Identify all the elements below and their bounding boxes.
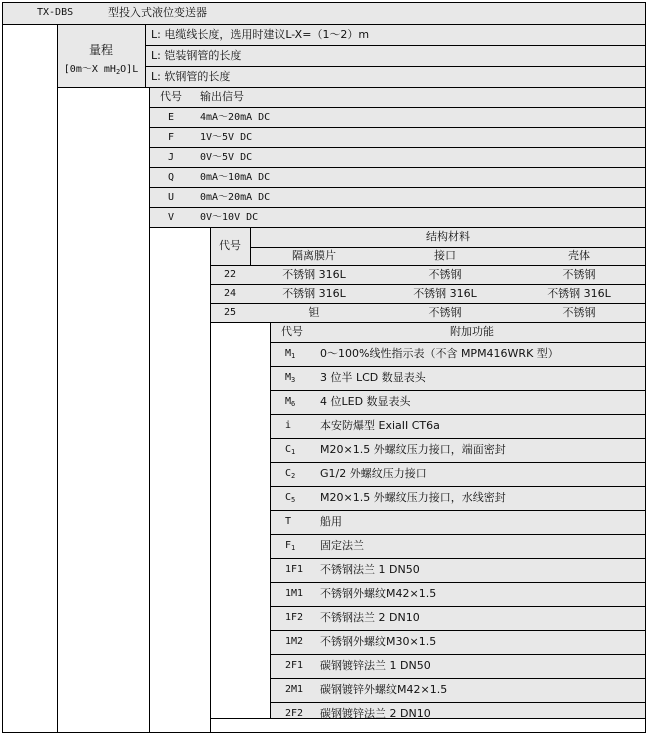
option-description: 碳钢镀锌法兰 2 DN10 [320,707,431,720]
range-label: 量程 [88,43,113,57]
material-housing: 不锈钢 [562,268,596,281]
option-description: M20×1.5 外螺纹压力接口，端面密封 [320,443,506,456]
option-code: $C_1$ [285,444,296,456]
option-description: 3 位半 LCD 数显表头 [320,371,426,384]
output-code: V [168,212,175,223]
options-title: 附加功能 [450,325,494,338]
option-description: 碳钢镀锌法兰 1 DN50 [320,659,431,672]
option-code-subscript: 1 [291,352,296,360]
material-diaphragm: 不锈钢 316L [282,268,346,281]
option-code: T [285,516,292,527]
output-code: F [168,132,175,143]
output-signal: 0V～5V DC [200,152,253,163]
material-diaphragm: 不锈钢 316L [282,287,346,300]
output-code: J [168,152,175,163]
option-description: 碳钢镀锌外螺纹M42×1.5 [320,683,448,696]
option-description: 本安防爆型 ExiaII CT6a [320,419,440,432]
option-code-subscript: 3 [291,376,296,384]
output-code: Q [168,172,175,183]
material-col-housing: 壳体 [568,249,590,262]
option-code-subscript: 6 [291,400,296,408]
option-description: G1/2 外螺纹压力接口 [320,467,427,480]
option-code: 2M1 [285,684,304,695]
option-code: 2F2 [285,708,304,719]
product-title: 型投入式液位变送器 [108,6,207,19]
material-housing: 不锈钢 [562,306,596,319]
option-code: i [285,420,292,431]
option-description: 船用 [320,515,342,528]
material-col-port: 接口 [434,249,456,262]
option-description: 不锈钢法兰 2 DN10 [320,611,420,624]
option-description: 固定法兰 [320,539,364,552]
material-diaphragm: 钽 [308,306,320,319]
option-description: 不锈钢外螺纹M30×1.5 [320,635,437,648]
material-housing: 不锈钢 316L [547,287,611,300]
option-code: $M_6$ [285,396,296,408]
option-code-subscript: 2 [291,472,296,480]
output-signal: 0mA～10mA DC [200,172,271,183]
model-code: TX-DBS [37,7,74,18]
option-code: $M_1$ [285,348,296,360]
option-code-subscript: 5 [291,496,296,504]
option-description: 4 位LED 数显表头 [320,395,411,408]
option-description: 不锈钢外螺纹M42×1.5 [320,587,437,600]
option-code: 1M1 [285,588,304,599]
title-band [2,2,646,24]
option-code: $F_1$ [285,540,296,552]
option-code-subscript: 1 [291,448,296,456]
option-description: 0～100%线性指示表（不含 MPM416WRK 型） [320,347,559,360]
option-code: 1F2 [285,612,304,623]
material-code-header: 代号 [219,239,241,252]
option-code: $C_5$ [285,492,296,504]
option-code-subscript: 1 [291,544,296,552]
option-code: $M_3$ [285,372,296,384]
range-unit: [0m～X $mH_2O]L$ [63,64,139,76]
output-signal: 1V～5V DC [200,132,253,143]
material-col-diaphragm: 隔离膜片 [292,249,336,262]
option-code: $C_2$ [285,468,296,480]
material-title: 结构材料 [426,230,470,243]
material-port: 不锈钢 [428,268,462,281]
output-signal: 0mA～20mA DC [200,192,271,203]
range-note-cable: L: 电缆线长度，选用时建议L-X=（1～2）m [151,28,370,41]
output-signal-header: 输出信号 [200,90,244,103]
output-signal: 4mA～20mA DC [200,112,271,123]
option-code: 1M2 [285,636,304,647]
option-description: M20×1.5 外螺纹压力接口，水线密封 [320,491,506,504]
material-code: 25 [224,307,237,318]
output-code: E [168,112,175,123]
range-note-armored: L: 铠装钢管的长度 [151,49,242,62]
option-description: 不锈钢法兰 1 DN50 [320,563,420,576]
output-code-header: 代号 [160,90,182,103]
material-port: 不锈钢 316L [413,287,477,300]
material-code: 24 [224,288,237,299]
material-port: 不锈钢 [428,306,462,319]
option-code: 1F1 [285,564,304,575]
selection-table [2,2,646,733]
output-signal: 0V～10V DC [200,212,259,223]
range-note-hose: L: 软钢管的长度 [151,70,231,83]
output-code: U [168,192,175,203]
options-code-header: 代号 [281,325,303,338]
material-code: 22 [224,269,237,280]
option-code: 2F1 [285,660,304,671]
